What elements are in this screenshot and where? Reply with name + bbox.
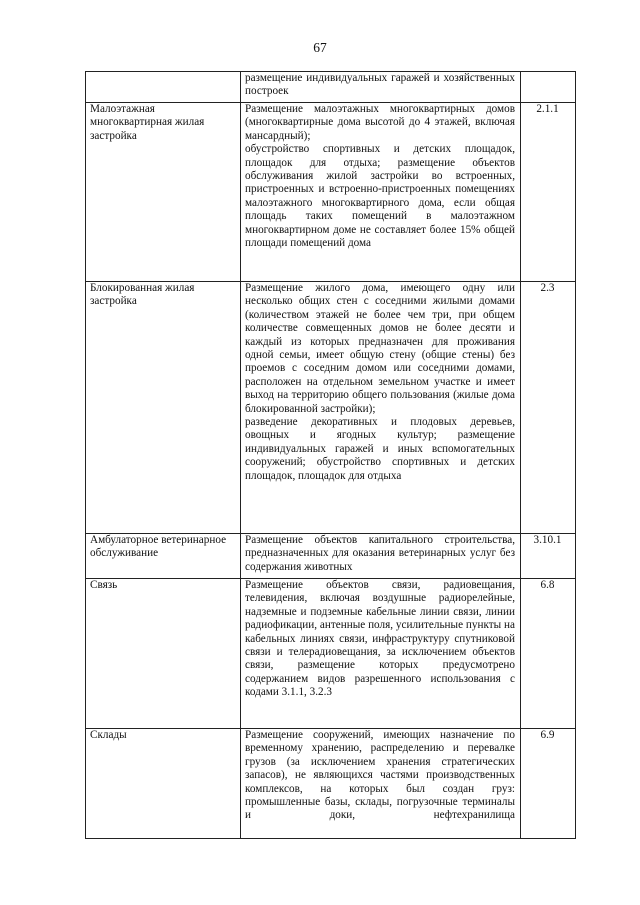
- description-paragraph: обустройство спортивных и детских площадок, площадок для отдыха; размещение объектов обслуживания жилой застройки во встроенных, пристроенных и встроенно-пристроенных помещениях малоэтажного многоквартирного дома, если общая площадь таких помещений в малоэтажном многоквартирном доме не составляет более 15% общей площади помещений дома: [245, 143, 515, 250]
- use-type-description: [241, 579, 521, 729]
- use-type-name: Связь: [86, 579, 241, 729]
- use-type-name: Склады: [86, 729, 241, 839]
- use-type-code: [521, 72, 576, 103]
- use-type-code: 2.1.1: [521, 103, 576, 282]
- description-paragraph: Размещение объектов связи, радиовещания, телевидения, включая воздушные радиорелейные, надземные и подземные кабельные линии связи, линии радиофикации, антенные поля, усилительные пункты на кабельных линиях связи, инфраструктуру спутниковой связи и телерадиовещания, за исключением объектов связи, размещение которых предусмотрено содержанием видов разрешенного использования с кодами 3.1.1, 3.2.3: [245, 579, 515, 699]
- table-row: [86, 103, 576, 282]
- use-type-description: [241, 103, 521, 282]
- description-paragraph: Размещение объектов капитального строительства, предназначенных для оказания ветеринарных услуг без содержания животных: [245, 534, 515, 573]
- description-paragraph: Размещение малоэтажных многоквартирных домов (многоквартирные дома высотой до 4 этажей, включая мансардный);: [245, 103, 515, 142]
- description-paragraph: Размещение жилого дома, имеющего одну или несколько общих стен с соседними жилыми домами (количеством этажей не более чем три, при общем количестве совмещенных домов не более десяти и каждый из которых предназначен для проживания одной семьи, имеет общую стену (общие стены) без проемов с соседним домом или соседними домами, расположен на отдельном земельном участке и имеет выход на территорию общего пользования (жилые дома блокированной застройки);: [245, 282, 515, 415]
- description-paragraph: разведение декоративных и плодовых деревьев, овощных и ягодных культур; размещение индивидуальных гаражей и иных вспомогательных сооружений; обустройство спортивных и детских площадок, площадок для отдыха: [245, 416, 515, 482]
- description-paragraph: размещение индивидуальных гаражей и хозяйственных построек: [245, 72, 515, 98]
- use-type-name: Амбулаторное ветеринарное обслуживание: [86, 534, 241, 579]
- table-row: [86, 282, 576, 534]
- use-type-description: [241, 729, 521, 839]
- use-type-description: [241, 282, 521, 534]
- description-paragraph: Размещение сооружений, имеющих назначение по временному хранению, распределению и перевалке грузов (за исключением хранения стратегических запасов), не являющихся частями производственных комплексов, на которых был создан груз: промышленные базы, склады, погрузочные терминалы и доки, нефтехранилища: [245, 729, 515, 822]
- table-row: [86, 579, 576, 729]
- use-type-code: 6.8: [521, 579, 576, 729]
- table-row: [86, 72, 576, 103]
- use-type-description: [241, 72, 521, 103]
- use-type-description: [241, 534, 521, 579]
- use-type-name: [86, 72, 241, 103]
- table-row: [86, 534, 576, 579]
- use-type-code: 6.9: [521, 729, 576, 839]
- page-number: 67: [313, 40, 327, 55]
- land-use-table: [85, 71, 576, 839]
- use-type-code: 3.10.1: [521, 534, 576, 579]
- use-type-code: 2.3: [521, 282, 576, 534]
- use-type-name: Малоэтажная многоквартирная жилая застройка: [86, 103, 241, 282]
- use-type-name: Блокированная жилая застройка: [86, 282, 241, 534]
- table-row: [86, 729, 576, 839]
